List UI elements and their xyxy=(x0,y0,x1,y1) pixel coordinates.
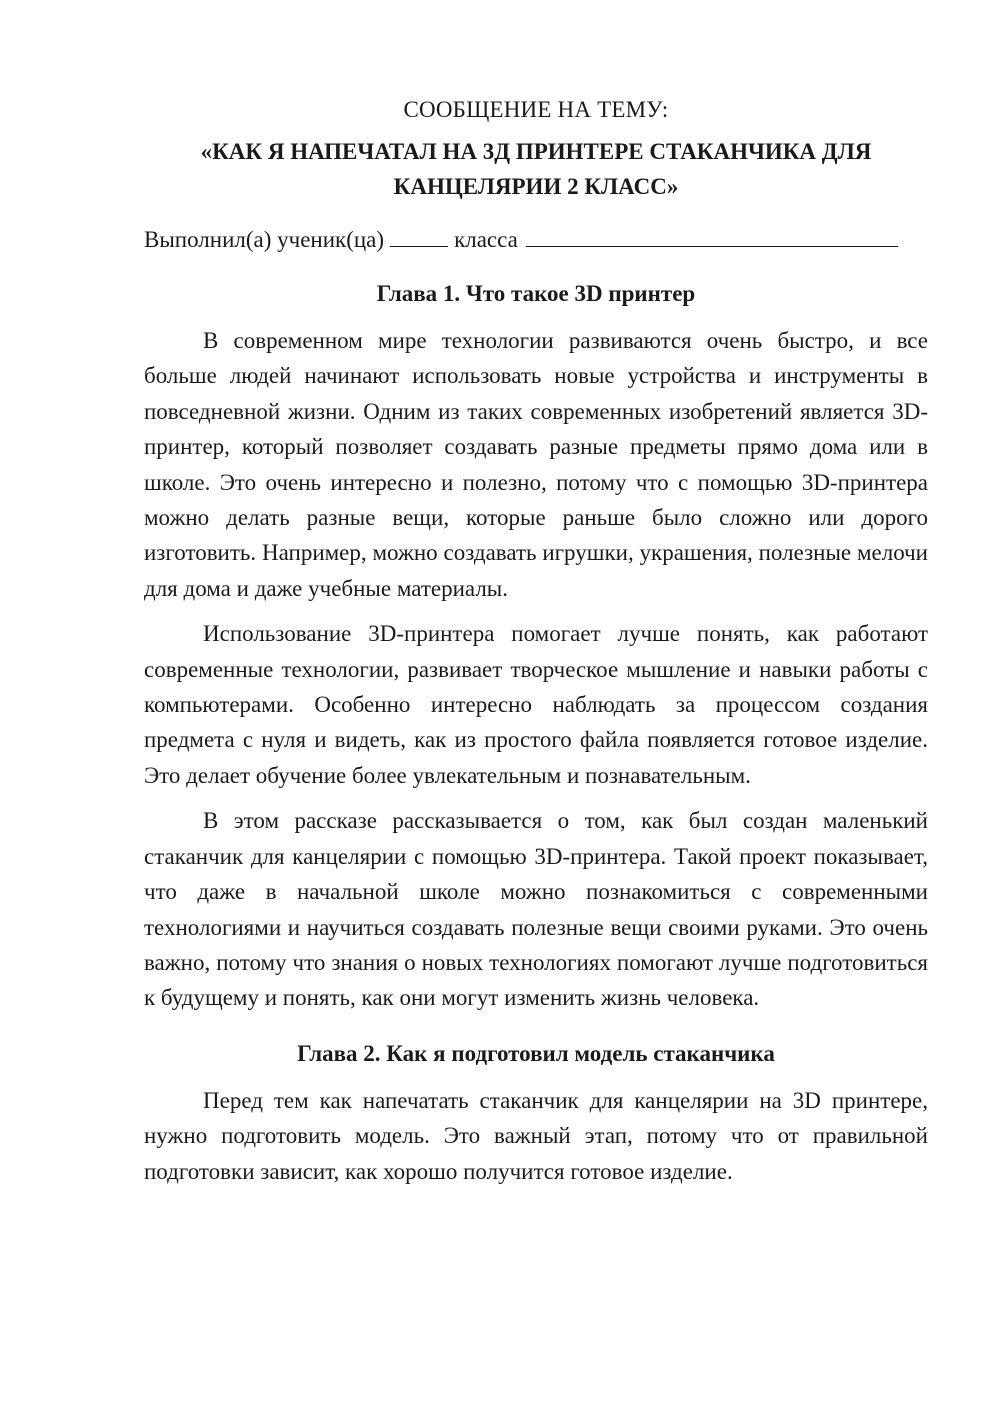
document-title-line-1: «КАК Я НАПЕЧАТАЛ НА 3Д ПРИНТЕРЕ СТАКАНЧИКА ДЛЯ xyxy=(200,139,872,164)
topic-label: СООБЩЕНИЕ НА ТЕМУ: xyxy=(403,97,669,122)
document-title-line-2: КАНЦЕЛЯРИИ 2 КЛАСС» xyxy=(393,174,679,199)
chapter-1-heading: Глава 1. Что такое 3D принтер xyxy=(376,281,696,306)
author-prefix: Выполнил(а) ученик(ца) xyxy=(144,227,385,252)
chapter-1-paragraph-1: В современном мире технологии развиваются очень быстро, и все больше людей начинают использовать новые устройства и инструменты в повседневной жизни. Одним из таких современных изобретений является 3D-принтер, который позволяет создавать разные предметы прямо дома или в школе. Это очень интересно и полезно, потому что с помощью 3D-принтера можно делать разные вещи, которые раньше было сложно или дорого изготовить. Например, можно создавать игрушки, украшения, полезные мелочи для дома и даже учебные материалы. xyxy=(144,328,928,601)
chapter-2-paragraph-1: Перед тем как напечатать стаканчик для канцелярии на 3D принтере, нужно подготовить модель. Это важный этап, потому что от правильной подготовки зависит, как хорошо получится готовое изделие. xyxy=(144,1087,928,1184)
chapter-1-paragraph-2: Использование 3D-принтера помогает лучше понять, как работают современные технологии, развивает творческое мышление и навыки работы с компьютерами. Особенно интересно наблюдать за процессом создания предмета с нуля и видеть, как из простого файла появляется готовое изделие. Это делает обучение более увлекательным и познавательным. xyxy=(144,621,928,788)
author-line xyxy=(144,222,928,257)
document-title xyxy=(144,134,928,204)
class-number-blank xyxy=(390,224,448,247)
chapter-2-heading: Глава 2. Как я подготовил модель стаканчика xyxy=(297,1040,775,1066)
author-name-blank xyxy=(526,224,898,247)
document-page xyxy=(144,92,928,1189)
author-class-word: класса xyxy=(454,227,518,252)
chapter-1-paragraph-3: В этом рассказе рассказывается о том, как был создан маленький стаканчик для канцелярии с помощью 3D-принтера. Такой проект показывает, что даже в начальной школе можно познакомиться с современными технологиями и научиться создавать полезные вещи своими руками. Это очень важно, потому что знания о новых технологиях помогают лучше подготовиться к будущему и понять, как они могут изменить жизнь человека. xyxy=(144,808,928,1011)
